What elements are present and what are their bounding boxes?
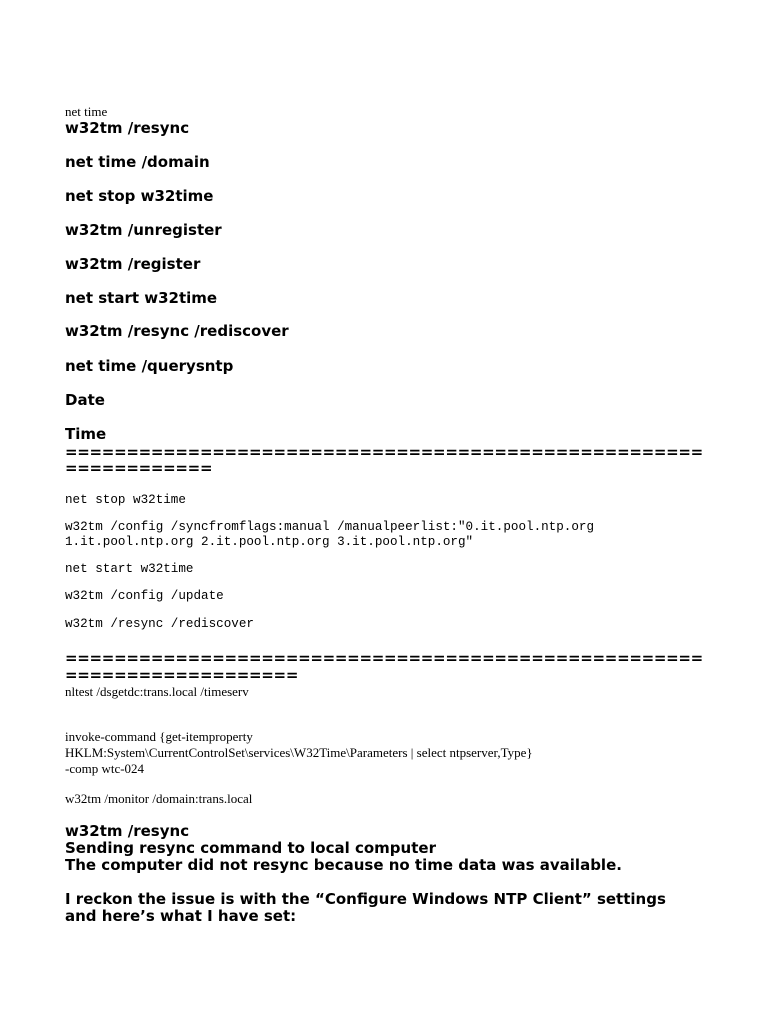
command-line: w32tm /resync /rediscover	[65, 617, 254, 631]
command-line: w32tm /resync /rediscover	[65, 322, 289, 340]
command-line: w32tm /resync	[65, 822, 190, 840]
separator-rule: ====================================================	[65, 443, 703, 461]
separator-rule: ====================================================	[65, 649, 703, 667]
command-line: w32tm /register	[65, 255, 201, 273]
command-line: w32tm /unregister	[65, 221, 222, 239]
command-line: net time /querysntp	[65, 357, 234, 375]
paragraph-line: and here’s what I have set:	[65, 907, 297, 925]
command-line: invoke-command {get-itemproperty	[65, 729, 253, 744]
command-line: net stop w32time	[65, 493, 186, 507]
command-line: net start w32time	[65, 289, 218, 307]
command-line: w32tm /monitor /domain:trans.local	[65, 791, 253, 806]
command-line: -comp wtc-024	[65, 761, 145, 776]
command-line: net stop w32time	[65, 187, 214, 205]
command-line: nltest /dsgetdc:trans.local /timeserv	[65, 684, 249, 699]
command-line: Date	[65, 391, 105, 409]
command-line: HKLM:System\CurrentControlSet\services\W32Time\Parameters | select ntpserver,Type}	[65, 745, 533, 760]
output-line: The computer did not resync because no time data was available.	[65, 856, 622, 874]
command-line: w32tm /config /syncfromflags:manual /manualpeerlist:"0.it.pool.ntp.org	[65, 520, 595, 534]
command-line: w32tm /resync	[65, 119, 190, 137]
command-line: net start w32time	[65, 562, 194, 576]
separator-rule: ============	[65, 459, 213, 477]
paragraph-line: I reckon the issue is with the “Configure Windows NTP Client” settings	[65, 890, 666, 908]
output-line: Sending resync command to local computer	[65, 839, 436, 857]
command-line: net time	[65, 104, 108, 119]
command-line: net time /domain	[65, 153, 210, 171]
command-line: 1.it.pool.ntp.org 2.it.pool.ntp.org 3.it.pool.ntp.org"	[65, 535, 474, 549]
separator-rule: ===================	[65, 666, 299, 684]
command-line: w32tm /config /update	[65, 589, 224, 603]
command-line: Time	[65, 425, 107, 443]
